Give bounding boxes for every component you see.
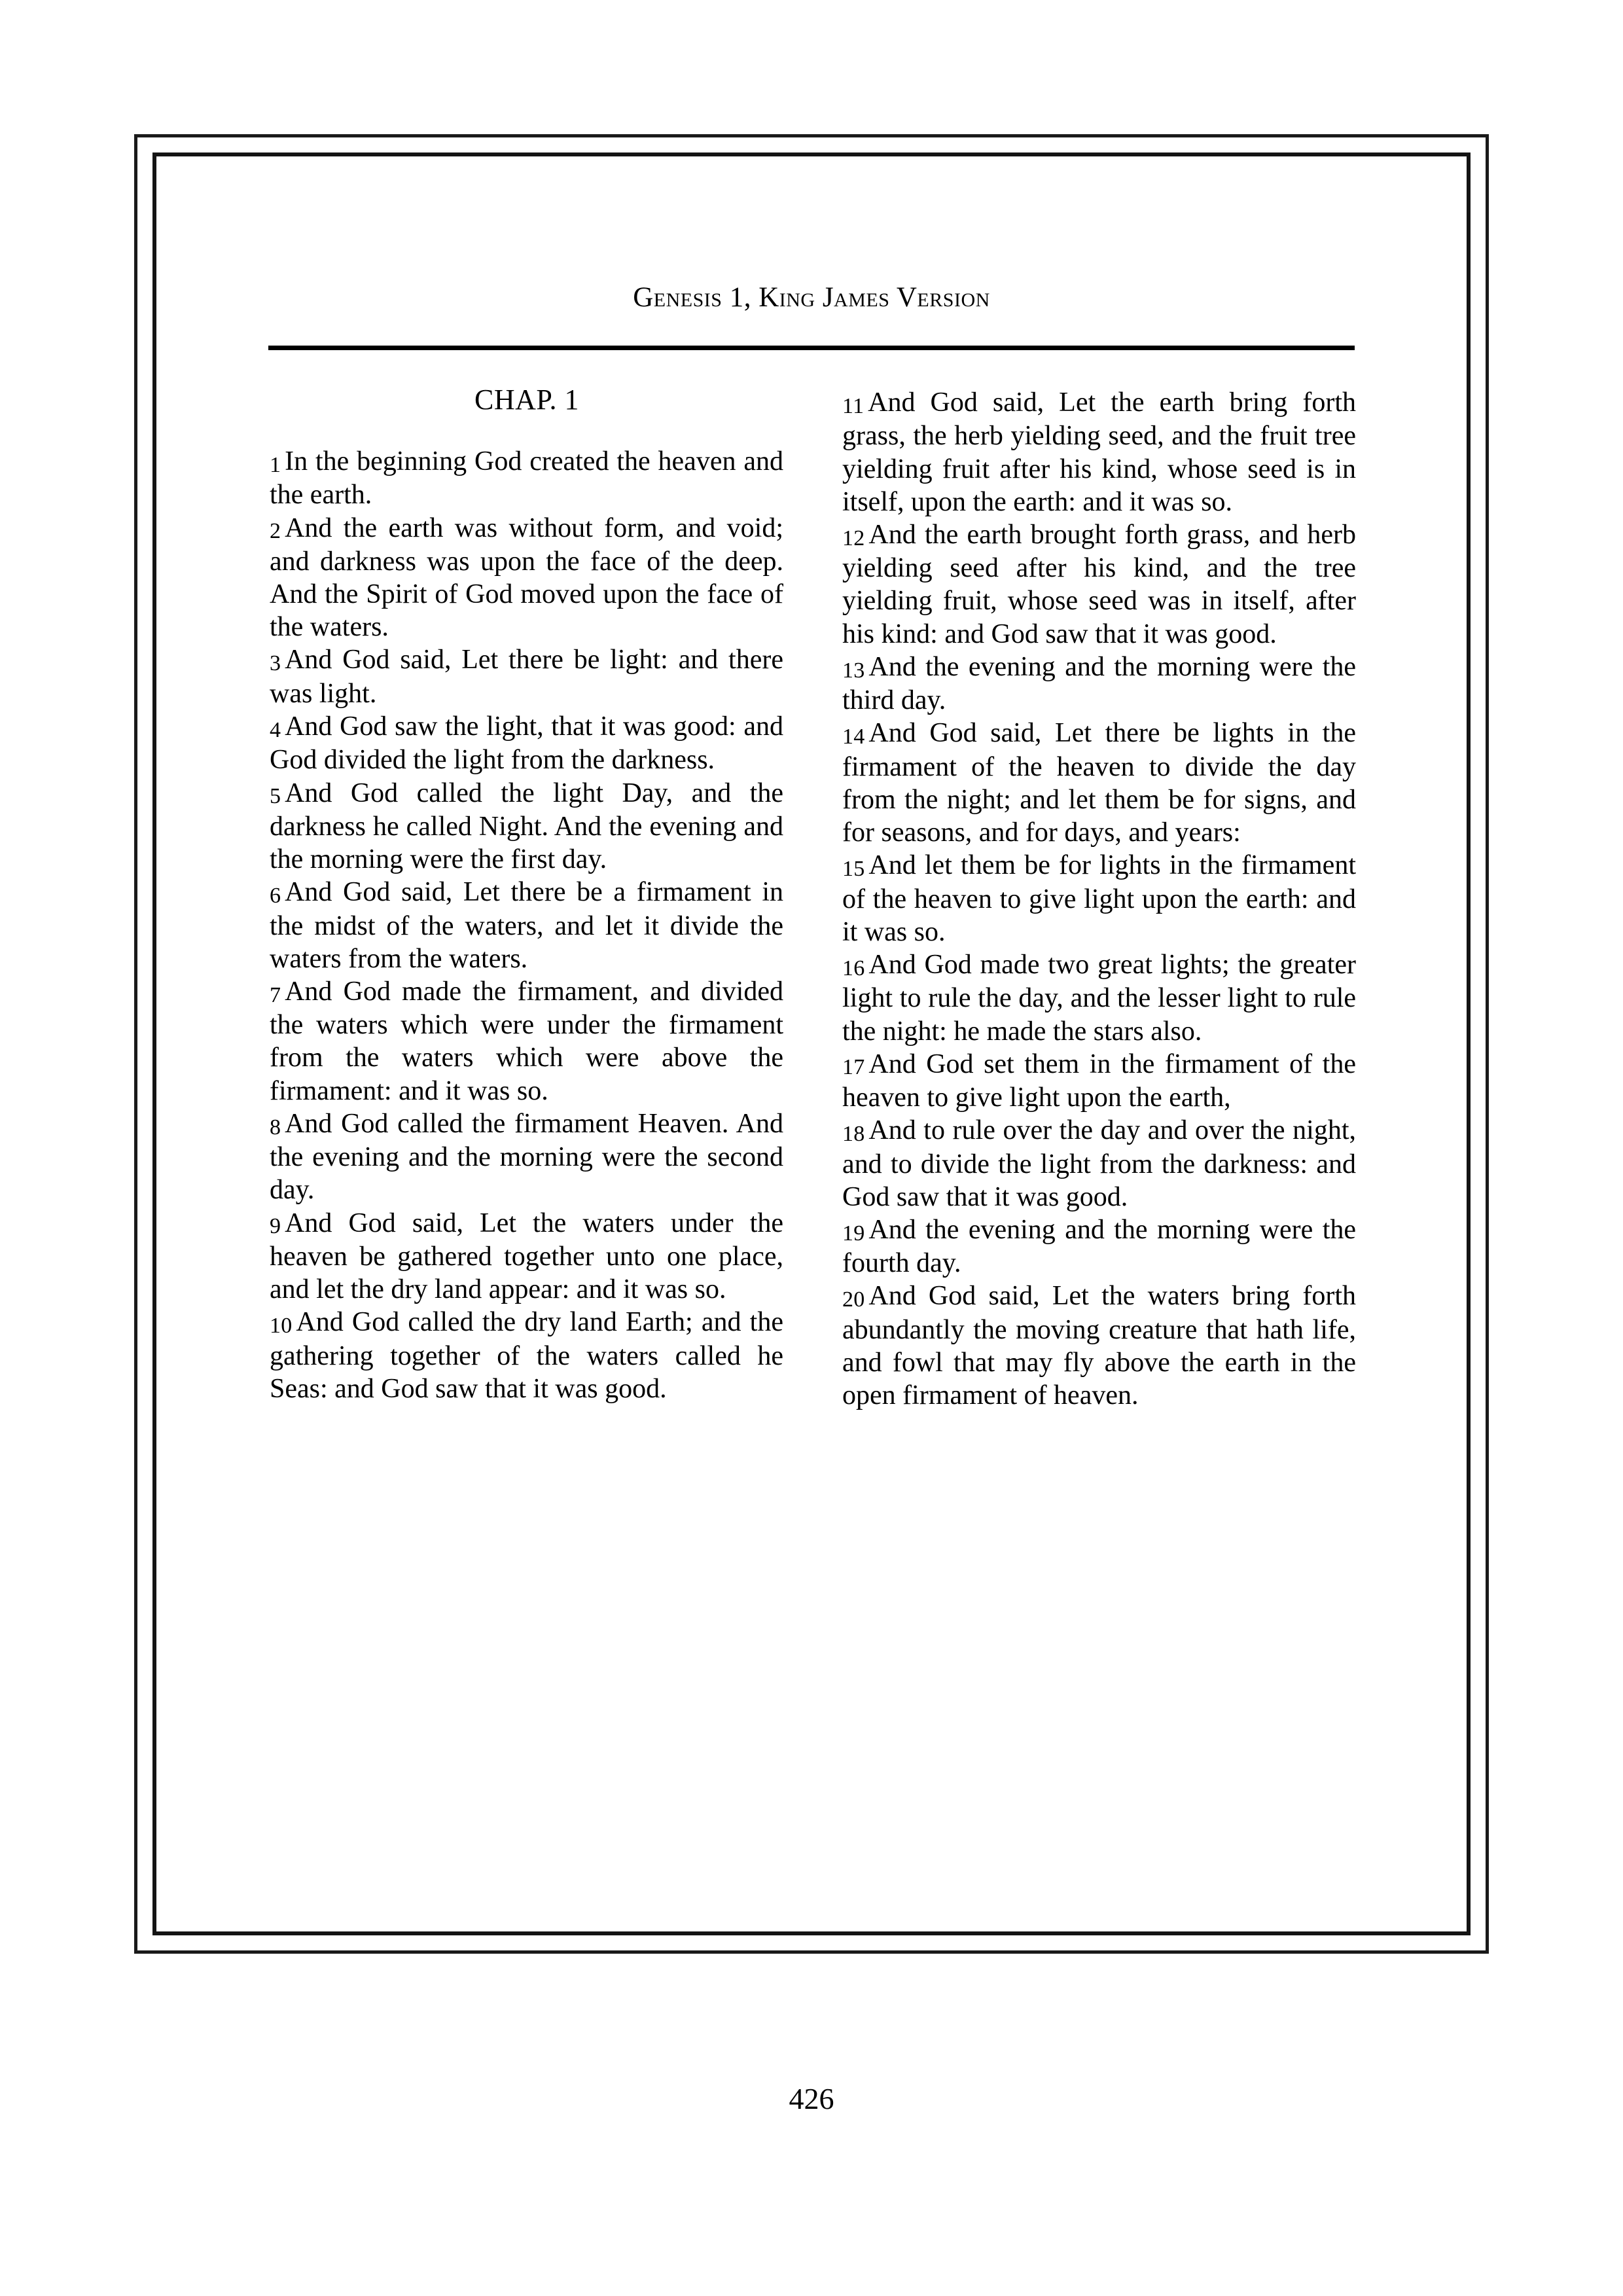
verse-paragraph (842, 386, 1356, 518)
column-right (842, 386, 1356, 1911)
verse-paragraph (270, 876, 783, 975)
verse-text: And God called the light Day, and the darkness he called Night. And the evening and the morning were the first day. (270, 778, 783, 875)
verse-number: 20 (842, 1287, 865, 1312)
verse-text: And God made the firmament, and divided the waters which were under the firmament from the waters which were above the firmament: and it was so. (270, 976, 783, 1106)
verse-paragraph (842, 948, 1356, 1048)
verse-text: And God said, Let the waters bring forth abundantly the moving creature that hath life, and fowl that may fly above the earth in the open firmament of heaven. (842, 1281, 1356, 1411)
verse-number: 2 (270, 519, 281, 544)
verse-number: 13 (842, 658, 865, 683)
verse-number: 9 (270, 1214, 281, 1239)
verse-text: And God saw the light, that it was good: and God divided the light from the darkness. (270, 711, 783, 776)
verse-text: And God said, Let the earth bring forth grass, the herb yielding seed, and the fruit tree yielding fruit after his kind, whose seed is in itself, upon the earth: and it was so. (842, 387, 1356, 517)
verse-number: 15 (842, 856, 865, 881)
verse-text: And God said, Let the waters under the heaven be gathered together unto one place, and let the dry land appear: and it was so. (270, 1208, 783, 1305)
verse-paragraph (842, 717, 1356, 849)
verse-paragraph (270, 975, 783, 1107)
running-head (152, 281, 1471, 314)
verse-paragraph (270, 710, 783, 777)
verse-paragraph (270, 777, 783, 876)
verse-paragraph (270, 1207, 783, 1306)
verse-text: And God set them in the firmament of the heaven to give light upon the earth, (842, 1049, 1356, 1113)
verse-number: 4 (270, 717, 281, 742)
verse-text: And God made two great lights; the greater light to rule the day, and the lesser light to rule the night: he made the stars also. (842, 949, 1356, 1047)
verse-text: And God said, Let there be light: and there was light. (270, 645, 783, 709)
verse-paragraph (270, 445, 783, 512)
verse-text: And to rule over the day and over the night, and to divide the light from the darkness: and God saw that it was good. (842, 1115, 1356, 1212)
verse-number: 7 (270, 982, 281, 1007)
verse-text: And God said, Let there be lights in the firmament of the heaven to divide the day from the night; and let them be for signs, and for seasons, and for days, and years: (842, 718, 1356, 848)
verse-text: And God called the firmament Heaven. And the evening and the morning were the second day. (270, 1108, 783, 1206)
verse-paragraph (842, 1213, 1356, 1280)
verse-text: And the evening and the morning were the fourth day. (842, 1214, 1356, 1279)
verse-number: 8 (270, 1115, 281, 1139)
verse-paragraph (842, 1280, 1356, 1412)
page-number: 426 (789, 2082, 834, 2115)
chapter-heading: CHAP. 1 (474, 384, 579, 416)
verse-text: And the evening and the morning were the third day. (842, 651, 1356, 716)
verse-paragraph (842, 518, 1356, 651)
running-head-text: Genesis 1, King James Version (633, 282, 990, 313)
verse-number: 16 (842, 956, 865, 980)
verse-number: 12 (842, 526, 865, 550)
verse-text: And let them be for lights in the firmament of the heaven to give light upon the earth: and it was so. (842, 850, 1356, 947)
verse-number: 3 (270, 651, 281, 676)
verse-text: And the earth was without form, and void; and darkness was upon the face of the deep. And the Spirit of God moved upon the face of the waters. (270, 512, 783, 643)
verse-number: 17 (842, 1055, 865, 1080)
verse-number: 11 (842, 393, 865, 418)
verse-paragraph (842, 1114, 1356, 1213)
verse-paragraph (842, 849, 1356, 948)
verse-number: 18 (842, 1121, 865, 1146)
verse-paragraph (842, 651, 1356, 717)
verse-paragraph (270, 1107, 783, 1207)
verse-text: And the earth brought forth grass, and herb yielding seed after his kind, and the tree yielding fruit, whose seed was in itself, after his kind: and God saw that it was good. (842, 519, 1356, 649)
verse-paragraph (270, 1306, 783, 1405)
verse-number: 19 (842, 1221, 865, 1246)
verse-text: And God said, Let there be a firmament in the midst of the waters, and let it divide the waters from the waters. (270, 877, 783, 974)
verse-text: In the beginning God created the heaven and the earth. (270, 446, 783, 511)
verse-number: 10 (270, 1314, 293, 1338)
verse-text: And God called the dry land Earth; and the gathering together of the waters called he Seas: and God saw that it was good. (270, 1307, 783, 1404)
verse-paragraph (842, 1048, 1356, 1115)
verse-number: 6 (270, 883, 281, 908)
verse-number: 5 (270, 784, 281, 809)
verse-paragraph (270, 512, 783, 644)
header-rule (268, 346, 1355, 350)
verse-paragraph (270, 643, 783, 710)
column-left (270, 445, 783, 1911)
verse-number: 1 (270, 452, 281, 477)
verse-number: 14 (842, 725, 865, 749)
